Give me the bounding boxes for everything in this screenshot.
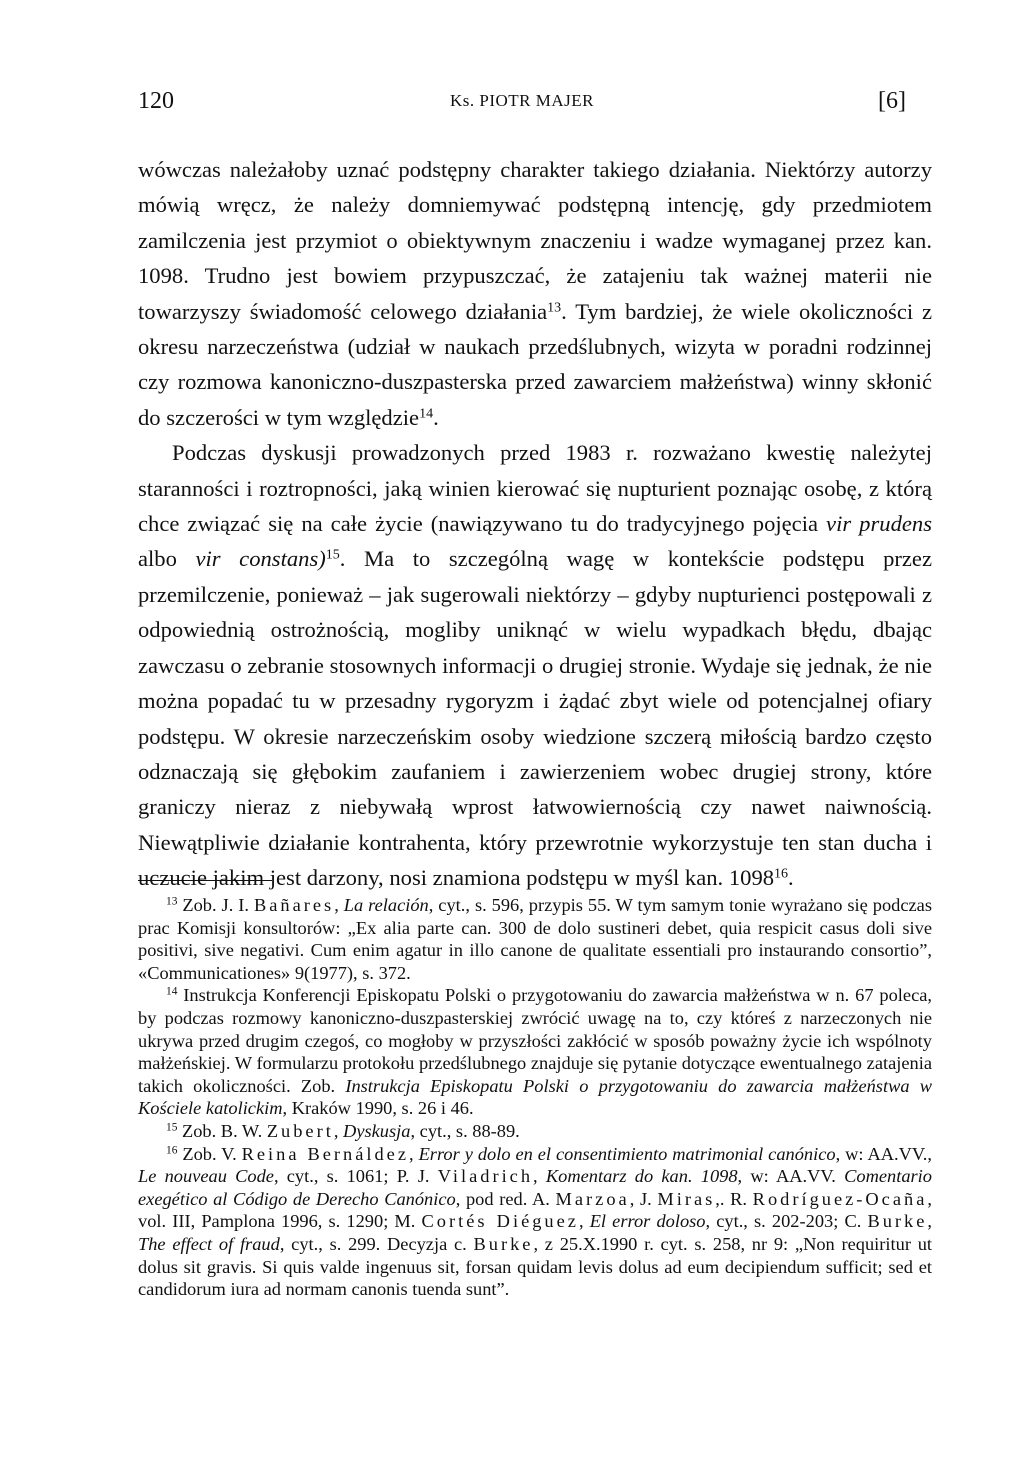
paragraph-2 xyxy=(138,435,932,895)
text-span: , xyxy=(409,1143,419,1164)
running-title: Ks. PIOTR MAJER xyxy=(450,91,594,110)
work-title: The effect of fraud xyxy=(138,1233,280,1254)
text-span: , cyt., s. 299. Decyzja c. xyxy=(279,1233,474,1254)
work-title: Komentarz do kan. 1098 xyxy=(545,1166,738,1187)
author-name: Miras xyxy=(657,1188,716,1209)
work-title: Error y dolo en el consentimiento matrimonial canónico xyxy=(418,1143,836,1164)
footnote-ref-15: 15 xyxy=(325,547,340,563)
footnote-number: 14 xyxy=(166,986,178,999)
text-span: Zob. V. xyxy=(177,1143,242,1164)
text-span: , cyt., s. 88-89. xyxy=(410,1120,520,1141)
footnote-number: 13 xyxy=(166,895,178,908)
text-span: , vol. III, Pamplona 1996, s. 1290; M. xyxy=(138,1188,932,1232)
text-span: , z 25.X.1990 r. cyt. s. 258, nr 9: „Non requiritur ut dolus sit gravis. Si quis valde ingenuus sit, forsan quidam levis dolus ad eum decipiendum sufficit; sed et candidorum iura ad normam canonis tuenda sunt”. xyxy=(138,1233,933,1300)
footnote-ref-16: 16 xyxy=(774,866,789,882)
text-span: Zob. J. I. xyxy=(177,895,254,915)
footnote-ref-14: 14 xyxy=(419,406,434,422)
text-span: , pod red. A. xyxy=(455,1188,556,1209)
text-span: , xyxy=(533,1166,546,1187)
footnotes xyxy=(138,894,932,1301)
work-title: Dyskusja xyxy=(343,1120,411,1141)
footnote-number: 15 xyxy=(166,1121,178,1134)
footnote-ref-13: 13 xyxy=(547,299,562,315)
text-span: , J. xyxy=(629,1188,658,1209)
main-text xyxy=(138,152,932,896)
text-span: . xyxy=(788,865,794,891)
page-number: 120 xyxy=(138,88,174,114)
author-name: Reina Bernáldez xyxy=(241,1143,410,1164)
author-name: Marzoa xyxy=(555,1188,630,1209)
text-span: . Tym bardziej, że wiele okoliczności z okresu narzeczeństwa (udział w naukach przedślubnych, wizyta w poradni rodzinnej czy rozmowa kanoniczno-duszpasterska przed zawarciem małżeństwa) winny skłonić do szczerości w tym względzie xyxy=(138,298,933,430)
text-span: , w: AA.VV., xyxy=(835,1143,932,1164)
author-name: Burke xyxy=(473,1233,534,1254)
work-title: La relación xyxy=(343,895,429,915)
italic-term: vir constans) xyxy=(195,546,326,572)
text-span: Zob. B. W. xyxy=(177,1120,267,1141)
text-span: , xyxy=(333,1120,344,1141)
text-span: , cyt., s. 202-203; C. xyxy=(705,1211,868,1232)
text-span: , cyt., s. 596, przypis 55. W tym samym tonie wyrażano się podczas prac Komisji konsultorów: „Ex alia parte can. 300 de dolo sustineri debet, quia respicit casus doli sive positivi, sive negativi. Cum enim agatur in illo canone de qualitate essentiali pro instaurando consortio”, «Communicationes» 9(1977), s. 372. xyxy=(138,895,932,983)
work-title: Instrukcja Episkopatu Polski o przygotowaniu do zawarcia małżeństwa w Kościele katolickim xyxy=(138,1075,933,1119)
text-span: Podczas dyskusji prowadzonych przed 1983 r. rozważano kwestię należytej staranności i roztropności, jaką winien kierować się nupturient poznając osobę, z którą chce związać się na całe życie (nawiązywano tu do tradycyjnego pojęcia xyxy=(138,440,932,537)
author-name: Burke xyxy=(867,1211,928,1232)
footnote-divider xyxy=(138,880,272,881)
footnote-number: 16 xyxy=(166,1144,178,1157)
text-span: albo xyxy=(138,546,196,572)
text-span: , w: AA.VV. xyxy=(737,1166,845,1187)
author-name: Viladrich xyxy=(437,1166,534,1187)
footnote-13 xyxy=(138,894,932,984)
page-header xyxy=(138,88,906,118)
text-span: , xyxy=(334,895,344,915)
text-span: . xyxy=(433,404,439,430)
footnote-14 xyxy=(138,984,932,1120)
text-span: Instrukcja Konferencji Episkopatu Polski o przygotowaniu do zawarcia małżeństwa w n. 67 poleca, by podczas rozmowy kanoniczno-duszpasterskiej zwrócić uwagę na to, czy któreś z narzeczonych nie ukrywa przed drugim czegoś, co mogłoby w przyszłości zakłócić w sposób poważny życie ich wspólnoty małżeńskiej. W formularzu protokołu przedślubnego znajduje się pytanie dotyczące ewentualnego zatajenia takich okoliczności. Zob. xyxy=(138,985,932,1096)
work-title: Le nouveau Code xyxy=(138,1166,274,1187)
author-name: Bañares xyxy=(253,895,335,915)
work-title: Comentario exegético al Código de Derecho Canónico xyxy=(138,1166,932,1209)
footnote-15 xyxy=(138,1120,932,1143)
text-span: . Ma to szczególną wagę w kontekście podstępu przez przemilczenie, ponieważ – jak sugerowali niektórzy – gdyby nupturienci postępowali z odpowiednią ostrożnością, mogliby uniknąć w wielu wypadkach błędu, dbając zawczasu o zebranie stosownych informacji o drugiej stronie. Wydaje się jednak, że nie można popadać tu w przesadny rygoryzm i żądać zbyt wiele od potencjalnej ofiary podstępu. W okresie narzeczeńskim osoby wiedzione szczerą miłością bardzo często odznaczają się głębokim zaufaniem i zawierzeniem wobec drugiej strony, które graniczy nieraz z niebywałą wprost łatwowiernością czy nawet naiwnością. Niewątpliwie działanie kontrahenta, który przewrotnie wykorzystuje ten stan ducha i uczucie jakim jest darzony, nosi znamiona podstępu w myśl kan. 1098 xyxy=(138,546,932,891)
italic-term: vir prudens xyxy=(826,511,932,537)
paragraph-1 xyxy=(138,152,932,435)
author-name: Zubert xyxy=(266,1120,334,1141)
text-span: wówczas należałoby uznać podstępny charakter takiego działania. Niektórzy autorzy mówią wręcz, że należy domniemywać podstępną intencję, gdy przedmiotem zamilczenia jest przymiot o obiektywnym znaczeniu i wadze wymaganej przez kan. 1098. Trudno jest bowiem przypuszczać, że zatajeniu tak ważnej materii nie towarzyszy świadomość celowego działania xyxy=(138,157,932,324)
text-span: ,. R. xyxy=(715,1188,753,1209)
section-number: [6] xyxy=(878,88,906,114)
author-name: Rodríguez-Ocaña xyxy=(752,1188,928,1209)
work-title: El error doloso xyxy=(589,1211,706,1232)
text-span: , xyxy=(578,1211,590,1232)
text-span: , cyt., s. 1061; P. J. xyxy=(273,1166,438,1187)
footnote-16 xyxy=(138,1143,932,1301)
author-name: Cortés Diéguez xyxy=(421,1211,579,1232)
text-span: , xyxy=(927,1211,933,1232)
text-span: , Kraków 1990, s. 26 i 46. xyxy=(282,1098,474,1119)
